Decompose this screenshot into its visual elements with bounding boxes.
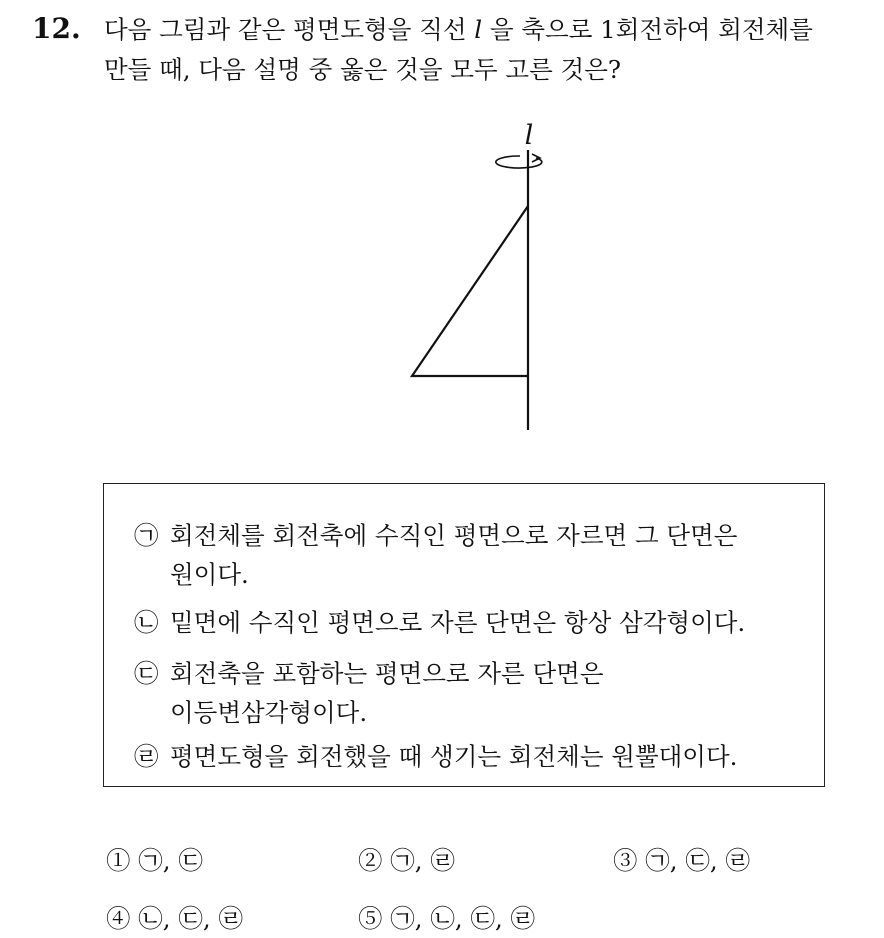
statement-2 xyxy=(134,605,745,641)
statement-marker: ㉢ xyxy=(134,659,159,688)
answer-choice-2[interactable] xyxy=(358,844,455,878)
answer-choice-3[interactable] xyxy=(613,844,750,878)
statement-marker: ㉣ xyxy=(134,742,159,771)
choice-number: ① xyxy=(106,846,131,875)
question-text-line-2: 만들 때, 다음 설명 중 옳은 것을 모두 고른 것은? xyxy=(104,55,622,84)
question-number: 12. xyxy=(32,12,81,45)
answer-choice-5[interactable] xyxy=(358,902,535,936)
statement-marker: ㉠ xyxy=(134,521,159,550)
question-text-part: 을 축으로 1회전하여 회전체를 xyxy=(482,15,813,44)
rotation-arrow-icon xyxy=(496,156,542,168)
statement-1-continued: 원이다. xyxy=(170,560,249,589)
statement-text: 밑면에 수직인 평면으로 자른 단면은 항상 삼각형이다. xyxy=(170,608,746,637)
choice-number: ④ xyxy=(106,904,131,933)
statement-4 xyxy=(134,739,737,775)
choice-number: ③ xyxy=(613,846,638,875)
right-triangle-shape xyxy=(412,206,528,376)
choice-text: ㉠, ㉢, ㉣ xyxy=(645,846,750,875)
choice-text: ㉠, ㉡, ㉢, ㉣ xyxy=(390,904,536,933)
answer-choice-1[interactable] xyxy=(106,844,203,878)
statement-1 xyxy=(134,518,737,554)
question-text-part: 다음 그림과 같은 평면도형을 직선 xyxy=(104,15,475,44)
statement-3-continued: 이등변삼각형이다. xyxy=(170,698,368,727)
statement-text: 회전체를 회전축에 수직인 평면으로 자르면 그 단면은 xyxy=(170,521,738,550)
choice-text: ㉠, ㉢ xyxy=(138,846,203,875)
figure-svg xyxy=(380,110,600,440)
choice-text: ㉠, ㉣ xyxy=(390,846,455,875)
rotation-figure xyxy=(380,110,600,440)
choice-number: ⑤ xyxy=(358,904,383,933)
statement-box xyxy=(103,483,825,787)
question-text-line-1 xyxy=(104,12,813,48)
statement-marker: ㉡ xyxy=(134,608,159,637)
choice-text: ㉡, ㉢, ㉣ xyxy=(138,904,243,933)
axis-label: l xyxy=(524,120,534,151)
axis-variable: l xyxy=(474,15,483,44)
statement-text: 회전축을 포함하는 평면으로 자른 단면은 xyxy=(170,659,604,688)
statement-3 xyxy=(134,656,604,692)
statement-text: 평면도형을 회전했을 때 생기는 회전체는 원뿔대이다. xyxy=(170,742,738,771)
answer-choice-4[interactable] xyxy=(106,902,243,936)
choice-number: ② xyxy=(358,846,383,875)
